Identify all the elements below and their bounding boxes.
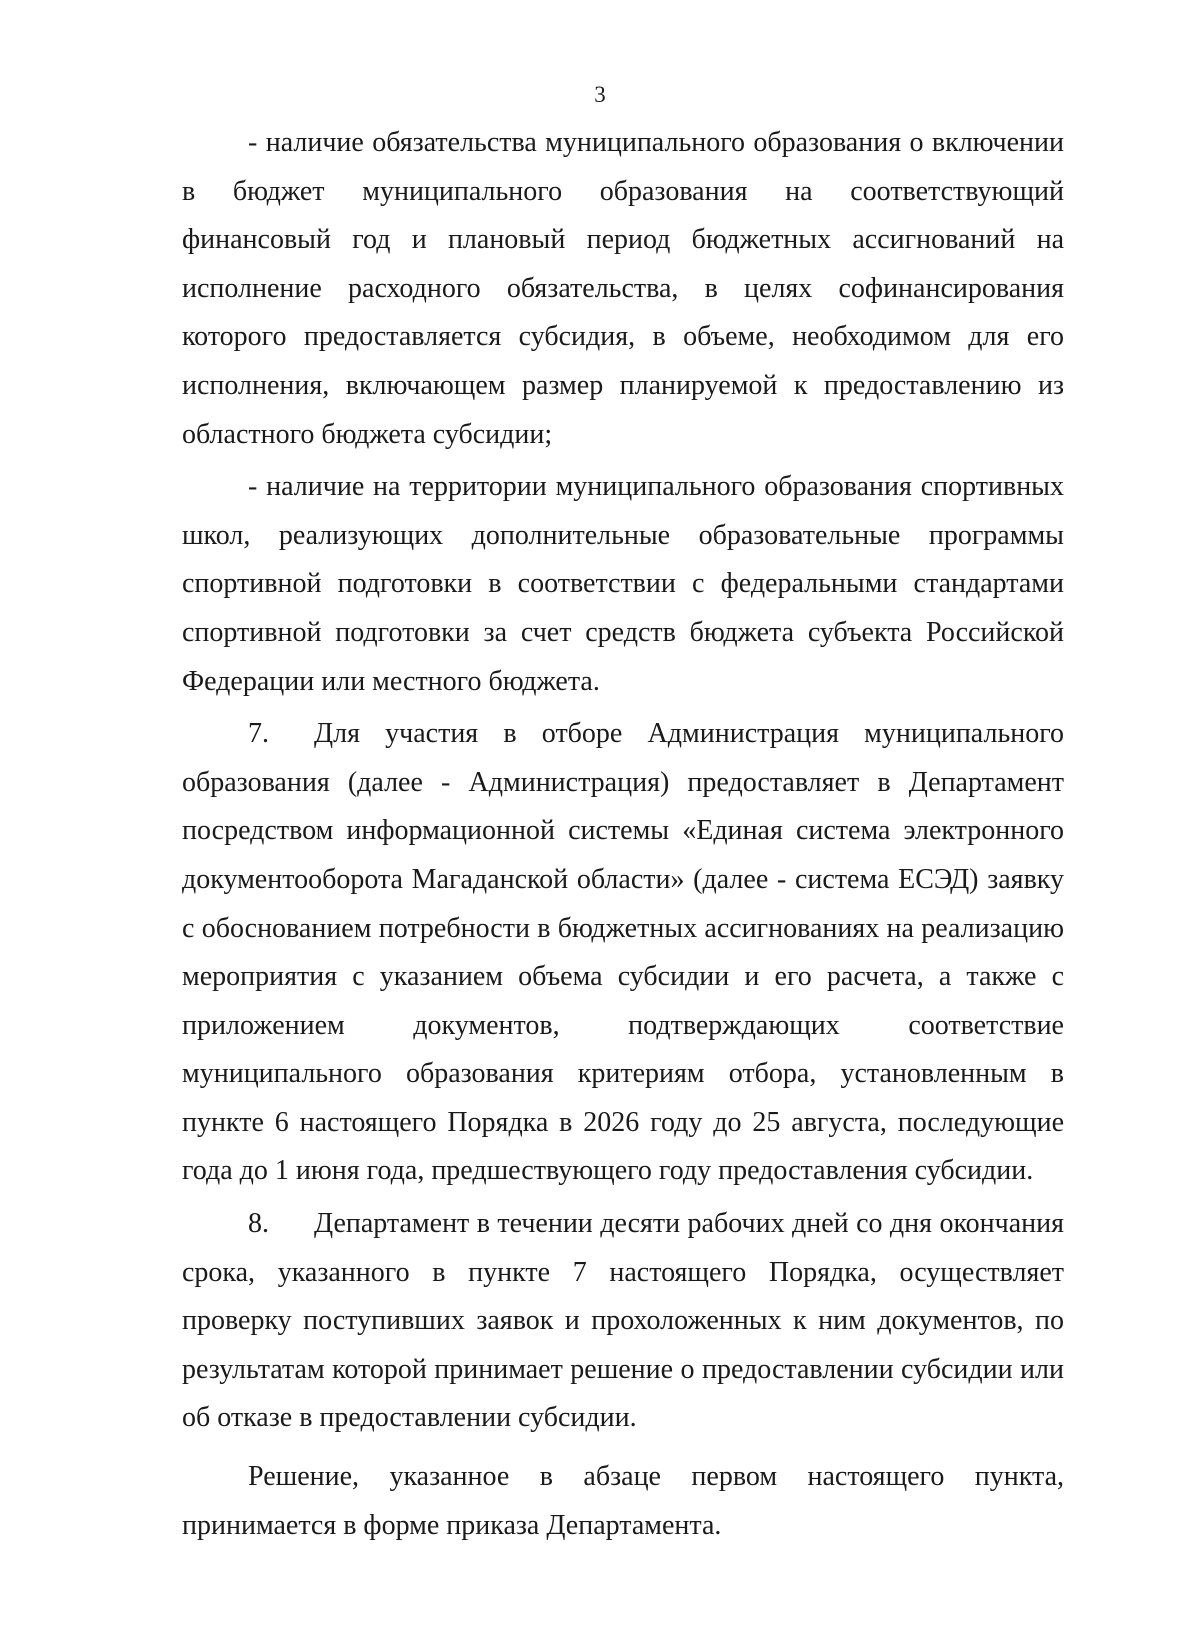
paragraph-text: Для участия в отборе Администрация муниципального образования (далее - Администрация) предоставляет в Департамент посредством информационной системы «Единая система электронного документооборота Магаданской области» (далее - система ЕСЭД) заявку с обоснованием потребности в бюджетных ассигнованиях на реализацию мероприятия с указанием объема субсидии и его расчета, а также с приложением документов, подтверждающих соответствие муниципального образования критериям отбора, установленным в пункте 6 настоящего Порядка в 2026 году до 25 августа, последующие года до 1 июня года, предшествующего году предоставления субсидии.	[182, 718, 1064, 1187]
paragraph-number: 8.	[248, 1208, 269, 1240]
document-body	[182, 119, 1064, 1550]
paragraph-item-7	[182, 710, 1064, 1196]
paragraph-text: Решение, указанное в абзаце первом настоящего пункта, принимается в форме приказа Департамента.	[182, 1461, 1064, 1541]
paragraph-text: - наличие на территории муниципального образования спортивных школ, реализующих дополнительные образовательные программы спортивной подготовки в соответствии с федеральными стандартами спортивной подготовки за счет средств бюджета субъекта Российской Федерации или местного бюджета.	[182, 471, 1064, 697]
paragraph-criterion-obligation	[182, 119, 1064, 459]
paragraph-text: Департамент в течении десяти рабочих дней со дня окончания срока, указанного в пункте 7 настоящего Порядка, осуществляет проверку поступивших заявок и прохоложенных к ним документов, по результатам которой принимает решение о предоставлении субсидии или об отказе в предоставлении субсидии.	[182, 1208, 1064, 1434]
paragraph-item-8	[182, 1200, 1064, 1443]
paragraph-criterion-sport-schools	[182, 463, 1064, 706]
paragraph-decision	[182, 1453, 1064, 1550]
page-number: 3	[594, 82, 606, 107]
paragraph-text: - наличие обязательства муниципального образования о включении в бюджет муниципального образования на соответствующий финансовый год и плановый период бюджетных ассигнований на исполнение расходного обязательства, в целях софинансирования которого предоставляется субсидия, в объеме, необходимом для его исполнения, включающем размер планируемой к предоставлению из областного бюджета субсидии;	[182, 127, 1064, 450]
paragraph-number: 7.	[248, 718, 269, 750]
